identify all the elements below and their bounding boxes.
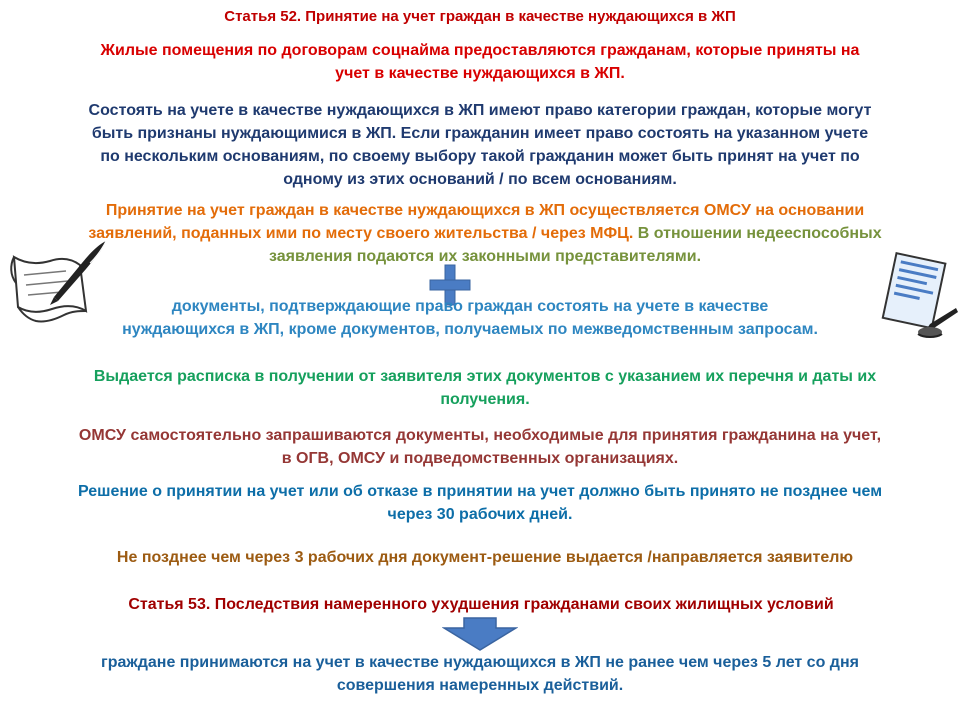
decision-deadline-line-1: Решение о принятии на учет или об отказе в принятии на учет должно быть принято не позднее чем <box>77 483 883 500</box>
application-paragraph <box>0 199 960 268</box>
article-53-title <box>0 593 960 616</box>
decision-delivery-line-1: Не позднее чем через 3 рабочих дня документ-решение выдается /направляется заявителю <box>116 549 854 566</box>
social-rent-paragraph <box>0 39 960 85</box>
omsu-request-paragraph <box>0 424 960 470</box>
article-52-title-text: Статья 52. Принятие на учет граждан в качестве нуждающихся в ЖП <box>224 8 736 25</box>
receipt-line-2: получения. <box>440 391 530 408</box>
application-line-3: заявления подаются их законными представителями. <box>268 248 702 265</box>
five-years-line-2: совершения намеренных действий. <box>336 677 624 694</box>
decision-deadline-paragraph <box>0 480 960 526</box>
documents-line-1: документы, подтверждающие право граждан состоять на учете в качестве <box>171 298 769 315</box>
registration-right-line-1: Состоять на учете в качестве нуждающихся в ЖП имеют право категории граждан, которые могут <box>88 102 872 119</box>
registration-right-line-4: одному из этих оснований / по всем основаниям. <box>283 171 677 188</box>
omsu-request-line-1: ОМСУ самостоятельно запрашиваются документы, необходимые для принятия гражданина на учет, <box>78 427 882 444</box>
receipt-paragraph <box>0 365 960 411</box>
registration-right-line-3: по нескольким основаниям, по своему выбору такой гражданин может быть принят на учет по <box>100 148 860 165</box>
registration-right-paragraph <box>0 99 960 191</box>
article-52-title <box>0 5 960 28</box>
social-rent-line-2: учет в качестве нуждающихся в ЖП. <box>335 65 625 82</box>
social-rent-line-1: Жилые помещения по договорам соцнайма предоставляются гражданам, которые приняты на <box>100 42 860 59</box>
omsu-request-line-2: в ОГВ, ОМСУ и подведомственных организациях. <box>281 450 679 467</box>
five-years-line-1: граждане принимаются на учет в качестве нуждающихся в ЖП не ранее чем через 5 лет со дня <box>101 654 859 671</box>
decision-deadline-line-2: через 30 рабочих дней. <box>387 506 573 523</box>
decision-delivery-paragraph <box>0 546 960 569</box>
documents-paragraph <box>0 295 940 341</box>
application-line-2-orange: заявлений, поданных ими по месту своего жительства / через МФЦ. <box>88 225 634 242</box>
application-line-2-olive: В отношении недееспособных <box>633 225 882 242</box>
five-years-paragraph <box>0 651 960 697</box>
receipt-line-1: Выдается расписка в получении от заявителя этих документов с указанием их перечня и даты их <box>93 368 877 385</box>
application-line-1: Принятие на учет граждан в качестве нуждающихся в ЖП осуществляется ОМСУ на основании <box>105 202 865 219</box>
documents-line-2: нуждающихся в ЖП, кроме документов, получаемых по межведомственным запросам. <box>122 321 818 338</box>
registration-right-line-2: быть признаны нуждающимися в ЖП. Если гражданин имеет право состоять на указанном учете <box>91 125 869 142</box>
article-53-title-text: Статья 53. Последствия намеренного ухудшения гражданами своих жилищных условий <box>128 596 834 613</box>
down-arrow-icon <box>442 616 518 652</box>
